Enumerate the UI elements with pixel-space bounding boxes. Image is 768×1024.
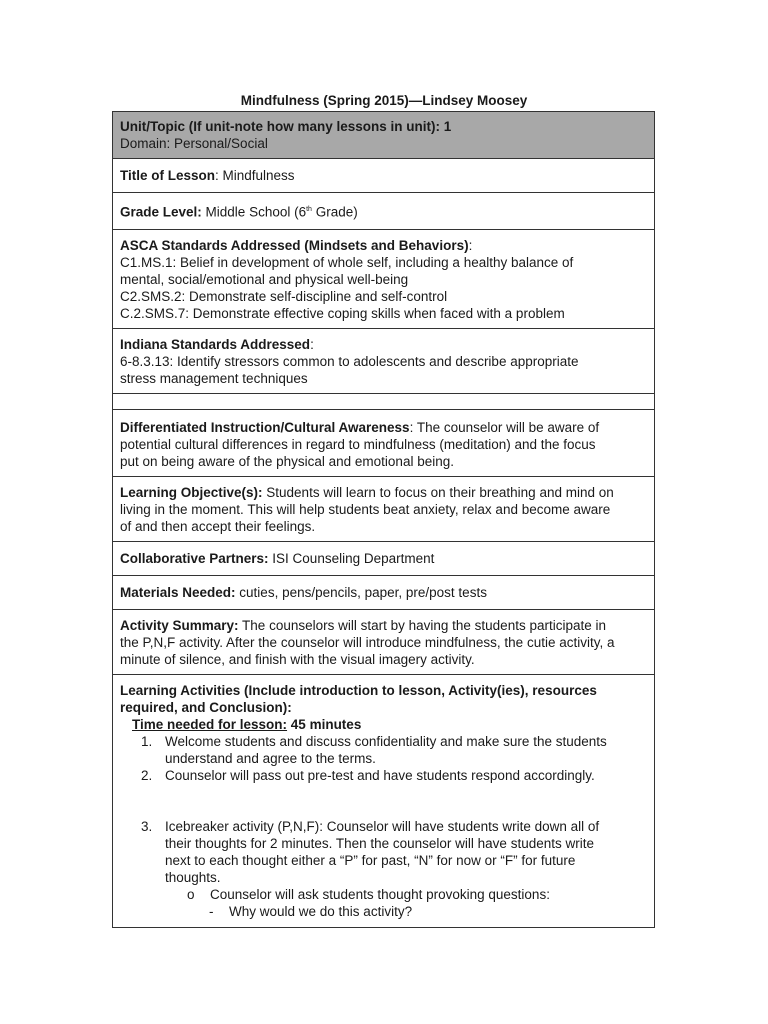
asca-line: C2.SMS.2: Demonstrate self-discipline and self-control xyxy=(120,288,448,304)
collaborative-partners-row xyxy=(113,542,654,576)
differentiated-line: potential cultural differences in regard to mindfulness (meditation) and the focus xyxy=(120,436,596,452)
indiana-line: 6-8.3.13: Identify stressors common to adolescents and describe appropriate xyxy=(120,353,579,369)
activities-label: Learning Activities (Include introduction to lesson, Activity(ies), resources xyxy=(120,682,597,698)
document-title: Mindfulness (Spring 2015)—Lindsey Moosey xyxy=(240,93,528,108)
step-text: Icebreaker activity (P,N,F): Counselor will have students write down all of xyxy=(165,818,600,834)
activity-steps xyxy=(120,733,647,886)
title-of-lesson-row xyxy=(113,159,654,193)
partners-label: Collaborative Partners: xyxy=(120,550,269,566)
activity-step xyxy=(120,733,647,767)
activity-step xyxy=(120,818,647,886)
indiana-line: stress management techniques xyxy=(120,370,308,386)
step-number: 3. xyxy=(141,818,153,834)
asca-label: ASCA Standards Addressed (Mindsets and Behaviors) xyxy=(120,237,469,253)
dash-bullet-icon: - xyxy=(209,903,214,919)
step-text: Welcome students and discuss confidentiality and make sure the students xyxy=(165,733,607,749)
objectives-text: Students will learn to focus on their breathing and mind on xyxy=(262,484,614,500)
activities-label: required, and Conclusion): xyxy=(120,699,292,715)
differentiated-line: put on being aware of the physical and emotional being. xyxy=(120,453,454,469)
grade-level-suffix: Grade) xyxy=(311,204,358,220)
title-of-lesson-label: Title of Lesson xyxy=(120,168,216,183)
circle-bullet-icon: o xyxy=(187,886,195,902)
differentiated-text: : The counselor will be aware of xyxy=(409,419,600,435)
title-of-lesson-value: : Mindfulness xyxy=(215,168,295,183)
unit-topic-row xyxy=(113,112,654,159)
asca-line: mental, social/emotional and physical well-being xyxy=(120,271,409,287)
activity-summary-row xyxy=(113,610,654,675)
step-text: understand and agree to the terms. xyxy=(165,750,376,766)
activity-step xyxy=(120,767,647,784)
time-needed-label: Time needed for lesson: xyxy=(132,716,288,732)
lesson-plan-table xyxy=(112,111,655,928)
summary-text: The counselors will start by having the students participate in xyxy=(238,617,606,633)
domain-text: Domain: Personal/Social xyxy=(120,136,268,151)
asca-line: C.2.SMS.7: Demonstrate effective coping skills when faced with a problem xyxy=(120,305,565,321)
differentiated-row xyxy=(113,410,654,477)
step-text: next to each thought either a “P” for past, “N” for now or “F” for future xyxy=(165,852,576,868)
materials-value: cuties, pens/pencils, paper, pre/post tests xyxy=(235,584,487,600)
step-text: their thoughts for 2 minutes. Then the counselor will have students write xyxy=(165,835,594,851)
sub-bullet-text: Counselor will ask students thought provoking questions: xyxy=(210,886,550,902)
step-text: thoughts. xyxy=(165,869,221,885)
materials-row xyxy=(113,576,654,610)
unit-topic-label: Unit/Topic (If unit-note how many lessons in unit): 1 xyxy=(120,119,452,134)
empty-row xyxy=(113,394,654,410)
objectives-label: Learning Objective(s): xyxy=(120,484,263,500)
learning-objectives-row xyxy=(113,477,654,542)
step-number: 1. xyxy=(141,733,153,749)
asca-line: C1.MS.1: Belief in development of whole self, including a healthy balance of xyxy=(120,254,574,270)
asca-standards-row xyxy=(113,230,654,329)
indiana-standards-row xyxy=(113,329,654,394)
summary-line: minute of silence, and finish with the visual imagery activity. xyxy=(120,651,475,667)
grade-level-label: Grade Level: xyxy=(120,204,202,220)
learning-activities-row xyxy=(113,675,654,927)
summary-label: Activity Summary: xyxy=(120,617,239,633)
indiana-label: Indiana Standards Addressed xyxy=(120,336,311,352)
dash-bullet-text: Why would we do this activity? xyxy=(229,903,413,919)
summary-line: the P,N,F activity. After the counselor will introduce mindfulness, the cutie activity, a xyxy=(120,634,615,650)
objectives-line: living in the moment. This will help students beat anxiety, relax and become aware xyxy=(120,501,611,517)
step-text: Counselor will pass out pre-test and have students respond accordingly. xyxy=(165,767,595,783)
step-spacer xyxy=(120,784,647,818)
materials-label: Materials Needed: xyxy=(120,584,236,600)
time-needed xyxy=(120,716,647,733)
grade-level-value: Middle School (6 xyxy=(201,204,307,220)
grade-level-row xyxy=(113,193,654,230)
differentiated-label: Differentiated Instruction/Cultural Awareness xyxy=(120,419,410,435)
indiana-colon: : xyxy=(310,336,314,352)
partners-value: ISI Counseling Department xyxy=(268,550,435,566)
sub-bullet xyxy=(120,886,647,903)
dash-bullet xyxy=(120,903,647,920)
asca-colon: : xyxy=(468,237,473,253)
step-number: 2. xyxy=(141,767,153,783)
objectives-line: of and then accept their feelings. xyxy=(120,518,316,534)
time-needed-value: 45 minutes xyxy=(287,716,362,732)
grade-superscript: th xyxy=(306,206,312,213)
